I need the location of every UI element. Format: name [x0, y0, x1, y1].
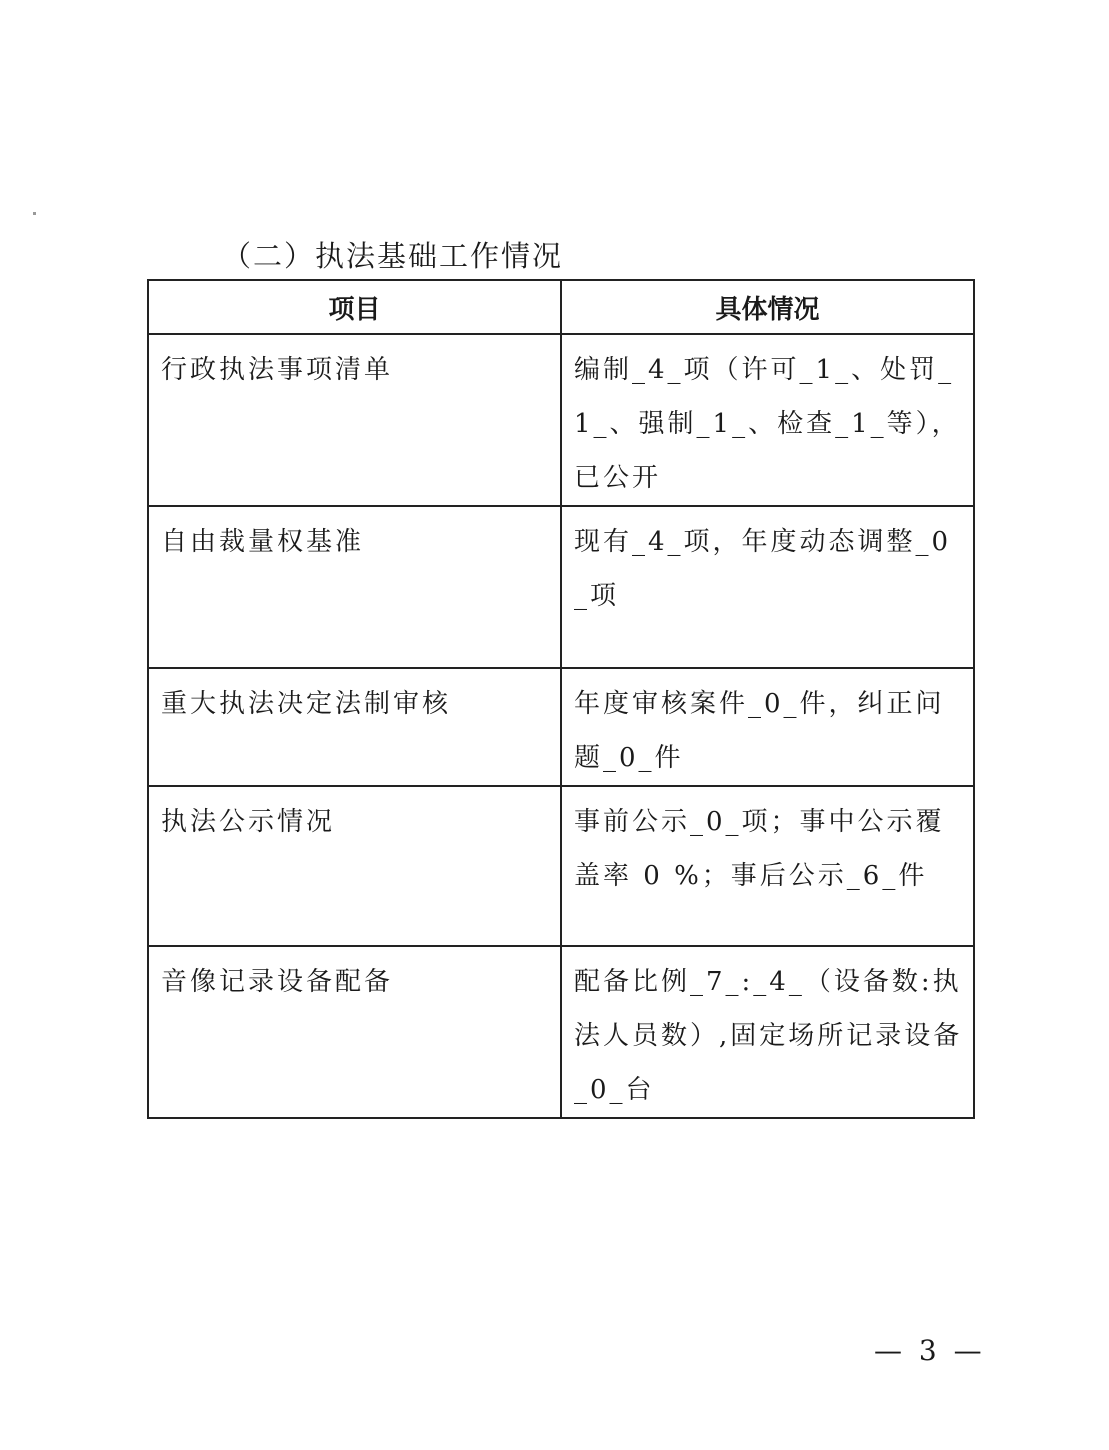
detail-text: 事前公示_0_项；事中公示覆盖率 0 %；事后公示_6_件 — [574, 807, 945, 891]
detail-cell — [561, 668, 974, 786]
table-row — [148, 668, 974, 786]
detail-cell — [561, 506, 974, 668]
page-number: — 3 — — [874, 1334, 986, 1367]
item-text: 重大执法决定法制审核 — [161, 689, 452, 719]
item-text: 行政执法事项清单 — [161, 355, 394, 385]
detail-cell — [561, 946, 974, 1118]
section-title: （二）执法基础工作情况 — [222, 239, 564, 273]
detail-text: 配备比例_7_:_4_（设备数:执法人员数）,固定场所记录设备_0_台 — [574, 967, 963, 1105]
scan-artifact — [33, 212, 36, 215]
item-cell — [148, 946, 561, 1118]
detail-text: 年度审核案件_0_件，纠正问题_0_件 — [574, 689, 945, 773]
item-cell — [148, 334, 561, 506]
item-cell — [148, 506, 561, 668]
item-text: 执法公示情况 — [161, 807, 336, 837]
table-row — [148, 506, 974, 668]
table-header-row — [148, 280, 974, 334]
table-row — [148, 946, 974, 1118]
item-text: 自由裁量权基准 — [161, 527, 365, 557]
item-cell — [148, 786, 561, 946]
detail-text: 现有_4_项，年度动态调整_0_项 — [574, 527, 952, 611]
table-row — [148, 334, 974, 506]
header-item: 项目 — [148, 280, 561, 334]
item-cell — [148, 668, 561, 786]
detail-cell — [561, 334, 974, 506]
item-text: 音像记录设备配备 — [161, 967, 394, 997]
header-detail: 具体情况 — [561, 280, 974, 334]
detail-text: 编制_4_项（许可_1_、处罚_1_、强制_1_、检查_1_等），已公开 — [574, 355, 961, 493]
table-row — [148, 786, 974, 946]
enforcement-basics-table — [147, 279, 975, 1119]
detail-cell — [561, 786, 974, 946]
